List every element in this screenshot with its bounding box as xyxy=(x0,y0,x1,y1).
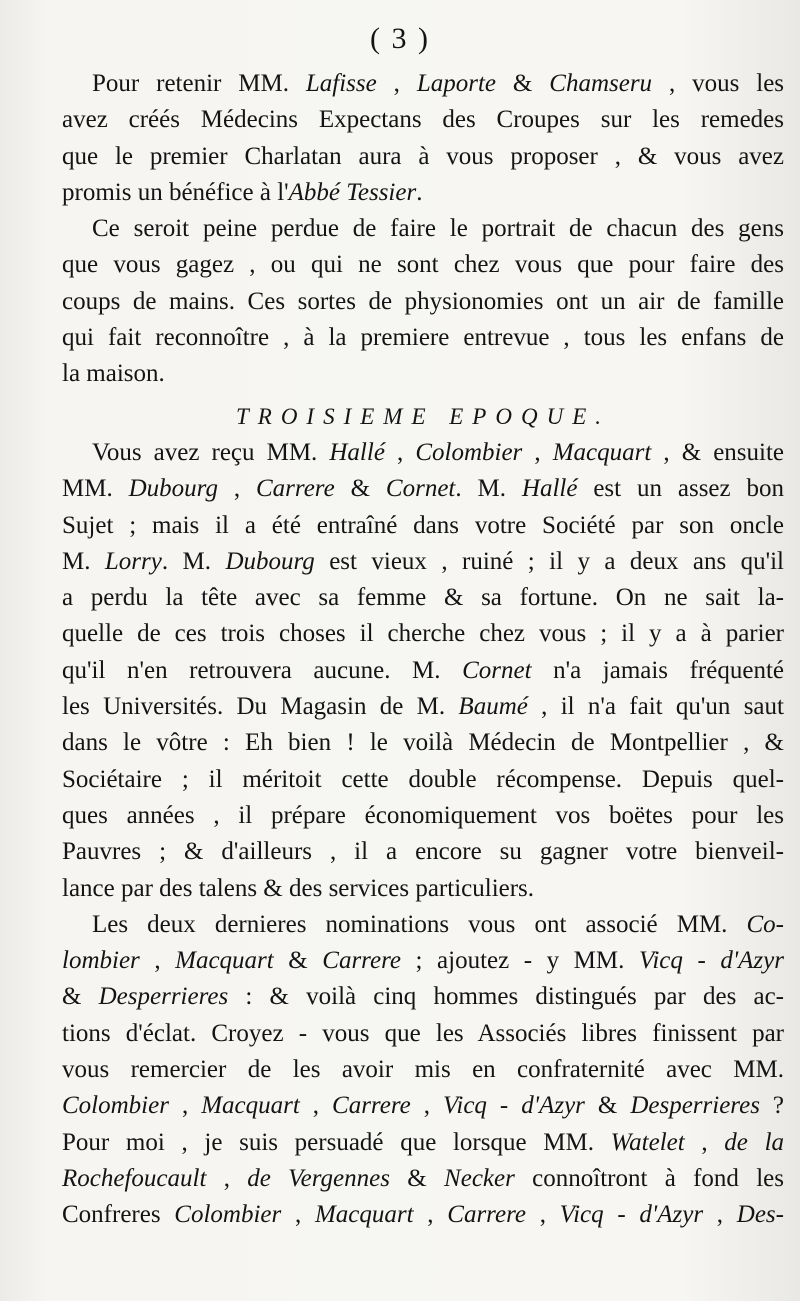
text-segment: , xyxy=(217,475,256,503)
italic-segment: Watelet xyxy=(610,1128,685,1156)
page-number: ( 3 ) xyxy=(370,22,430,55)
italic-segment: Dubourg xyxy=(128,475,218,503)
text-segment: que le premier Charlatan aura à vous proposer , & vous avez xyxy=(62,142,784,170)
text-segment: a perdu la tête avec sa femme & sa fortune. On ne sait la- xyxy=(62,584,784,612)
text-segment: & xyxy=(496,70,550,97)
text-segment: , xyxy=(299,1092,333,1120)
text-line xyxy=(62,871,784,907)
italic-segment: de Vergennes xyxy=(247,1164,390,1192)
italic-segment: Des- xyxy=(736,1201,784,1229)
text-segment: & xyxy=(584,1092,631,1120)
text-segment: , xyxy=(281,1201,315,1229)
italic-segment: Carrere xyxy=(332,1092,411,1120)
text-line xyxy=(62,175,784,211)
text-line xyxy=(62,834,784,870)
text-line xyxy=(62,471,784,507)
italic-segment: Abbé Tessier xyxy=(288,178,417,206)
text-segment: ques années , il prépare économiquement vos boëtes pour les xyxy=(62,801,784,829)
text-line xyxy=(62,907,784,943)
text-line xyxy=(62,435,784,471)
italic-segment: Carrere xyxy=(322,947,401,975)
text-segment: que vous gagez , ou qui ne sont chez vous que pour faire des xyxy=(62,251,784,279)
text-segment: est vieux , ruiné ; il y a deux ans qu'il xyxy=(314,547,785,575)
italic-segment: Cornet xyxy=(385,475,456,503)
text-segment: Pour moi , je suis persuadé que lorsque MM. xyxy=(62,1128,611,1156)
italic-segment: Macquart xyxy=(314,1201,414,1229)
italic-segment: Vicq - d'Azyr xyxy=(638,947,784,975)
text-line xyxy=(62,798,784,834)
italic-segment: Vicq - d'Azyr xyxy=(442,1092,585,1120)
text-line xyxy=(62,653,784,689)
text-segment: , xyxy=(413,1201,448,1229)
italic-segment: lombier xyxy=(62,947,140,975)
text-line xyxy=(62,1125,784,1161)
text-segment: dans le vôtre : Eh bien ! le voilà Médecin de Montpellier , & xyxy=(62,729,784,757)
italic-segment: Carrere xyxy=(256,475,335,503)
text-segment: quelle de ces trois choses il cherche chez vous ; il y a à parier xyxy=(62,620,784,648)
italic-segment: de la xyxy=(724,1128,785,1156)
italic-segment: Colombier xyxy=(415,438,523,466)
text-segment: Vous avez reçu MM. xyxy=(92,438,330,466)
text-line xyxy=(62,66,784,102)
italic-segment: Baumé xyxy=(458,693,528,721)
italic-segment: Desperrieres xyxy=(98,983,229,1011)
italic-segment: Carrere xyxy=(447,1201,526,1229)
text-segment: M. xyxy=(62,547,105,575)
italic-segment: Chamseru xyxy=(549,70,653,97)
text-segment: , il n'a fait qu'un saut xyxy=(527,693,784,721)
italic-segment: Macquart xyxy=(201,1092,300,1120)
italic-segment: Dubourg xyxy=(225,547,315,575)
text-segment: les Universités. Du Magasin de M. xyxy=(62,693,459,721)
text-segment: , xyxy=(139,947,176,975)
text-line xyxy=(62,544,784,580)
text-line xyxy=(62,943,784,979)
text-line xyxy=(62,247,784,283)
text-segment: vous remercier de les avoir mis en confraternité avec MM. xyxy=(62,1056,784,1084)
text-segment: , xyxy=(525,1201,560,1229)
text-segment: , xyxy=(384,438,416,466)
text-line xyxy=(62,1161,784,1197)
text-line xyxy=(62,1088,784,1124)
italic-segment: Lafisse xyxy=(305,70,377,97)
text-segment: Pour retenir MM. xyxy=(92,70,306,97)
italic-segment: Laporte xyxy=(416,70,496,97)
text-segment: , xyxy=(703,1201,737,1229)
italic-segment: Desperrieres xyxy=(630,1092,760,1120)
italic-segment: Macquart xyxy=(175,947,274,975)
text-segment: qui fait reconnoître , à la premiere entrevue , tous les enfans de xyxy=(62,324,784,352)
text-line xyxy=(62,211,784,247)
text-segment: ? xyxy=(759,1092,785,1120)
text-line xyxy=(62,689,784,725)
text-body xyxy=(62,66,784,1234)
text-segment: , xyxy=(410,1092,443,1120)
text-segment: connoîtront à fond les xyxy=(514,1164,785,1192)
text-segment: Sociétaire ; il méritoit cette double récompense. Depuis quel- xyxy=(62,765,784,793)
text-segment: , xyxy=(168,1092,202,1120)
text-segment: TROISIEME EPOQUE. xyxy=(235,403,610,429)
text-segment: qu'il n'en retrouvera aucune. M. xyxy=(62,656,463,684)
text-line xyxy=(62,102,784,138)
italic-segment: Lorry xyxy=(104,547,162,575)
text-segment: & xyxy=(62,983,99,1011)
text-segment: Confreres xyxy=(62,1201,175,1229)
text-segment: Pauvres ; & d'ailleurs , il a encore su gagner votre bienveil- xyxy=(62,838,784,866)
text-segment: . M. xyxy=(455,475,522,503)
text-line xyxy=(62,139,784,175)
text-segment: . M. xyxy=(161,547,226,575)
text-segment: la maison. xyxy=(62,360,165,388)
text-line xyxy=(62,284,784,320)
text-segment: , vous les xyxy=(652,70,785,97)
italic-segment: Macquart xyxy=(552,438,652,466)
text-line xyxy=(62,320,784,356)
italic-segment: Cornet xyxy=(462,656,532,684)
text-line xyxy=(62,616,784,652)
text-segment: promis un bénéfice à l' xyxy=(62,178,289,206)
text-line xyxy=(62,1052,784,1088)
text-line xyxy=(62,580,784,616)
text-segment: : & voilà cinq hommes distingués par des ac- xyxy=(228,983,785,1011)
text-segment: . xyxy=(416,178,423,206)
text-line xyxy=(62,356,784,392)
text-line xyxy=(62,725,784,761)
text-segment: MM. xyxy=(62,475,129,503)
text-segment: n'a jamais fréquenté xyxy=(531,656,784,684)
italic-segment: Necker xyxy=(444,1164,515,1192)
text-segment: , xyxy=(684,1128,725,1156)
text-segment: , xyxy=(376,70,417,97)
italic-segment: Hallé xyxy=(329,438,385,466)
text-segment: & xyxy=(334,475,386,503)
section-heading xyxy=(62,393,784,435)
italic-segment: Rochefoucault xyxy=(62,1164,207,1192)
italic-segment: Hallé xyxy=(521,475,578,503)
text-line xyxy=(62,508,784,544)
text-segment: , xyxy=(206,1164,248,1192)
text-segment: & xyxy=(273,947,323,975)
text-segment: & xyxy=(389,1164,445,1192)
text-segment: tions d'éclat. Croyez - vous que les Associés libres finissent par xyxy=(62,1019,784,1047)
text-segment: lance par des talens & des services particuliers. xyxy=(62,874,535,902)
text-segment: Ce seroit peine perdue de faire le portrait de chacun des gens xyxy=(92,215,784,243)
text-line xyxy=(62,762,784,798)
text-line xyxy=(62,1016,784,1052)
text-segment: , xyxy=(522,438,553,466)
text-segment: ; ajoutez - y MM. xyxy=(400,947,639,975)
text-line xyxy=(62,979,784,1015)
italic-segment: Colombier xyxy=(62,1092,169,1120)
text-segment: Sujet ; mais il a été entraîné dans votre Société par son oncle xyxy=(62,511,784,539)
italic-segment: Colombier xyxy=(174,1201,282,1229)
text-segment: , & ensuite xyxy=(651,438,785,466)
text-segment: est un assez bon xyxy=(577,475,785,503)
italic-segment: Vicq - d'Azyr xyxy=(559,1201,704,1229)
text-line xyxy=(62,1197,784,1233)
text-segment: coups de mains. Ces sortes de physionomies ont un air de famille xyxy=(62,287,784,315)
italic-segment: Co- xyxy=(746,910,784,938)
text-segment: Les deux dernieres nominations vous ont associé MM. xyxy=(92,910,747,938)
text-segment: avez créés Médecins Expectans des Croupes sur les remedes xyxy=(62,106,784,134)
